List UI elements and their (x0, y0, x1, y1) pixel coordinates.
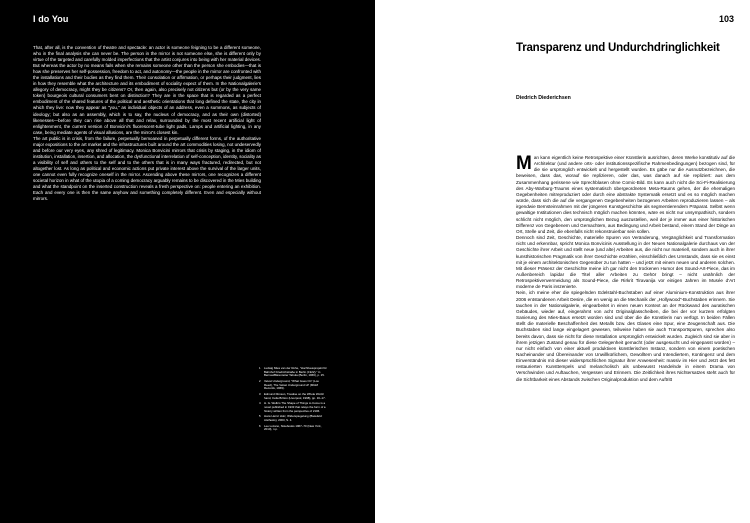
footnote-number: 2 (259, 378, 261, 383)
footnote-text: Velvet Underground, "What Goes On" (Lou Reed), The Velvet Underground LP (MGM Records, 1969). (264, 378, 319, 391)
footnote-text: Hans Heinz Holz, Widerspiegelung (Bielefeld: Aisthesis), 2003, S. 4. (264, 414, 323, 422)
footnote-text: Edmund Dimson, Treatise on the Whole World: hand, Celia Britton (Liverpool, 1998), pp. 16–17. (264, 391, 326, 400)
article-title: Transparenz und Undurchdringlichkeit (516, 42, 720, 54)
footnotes (259, 367, 327, 434)
german-body-text (516, 155, 735, 383)
footnote-text: Lee Lozano, Notebooks 1967–70 (New York, 2010), n.p. (264, 423, 322, 432)
body-paragraph: Nein, ich meine eher die spiegelnden Edelstahl-Buchstaben auf einer Aluminium-Konstruktion aus ihrer 2006 entstandenen Arbeit Desire, die en wenig an die Mechanik der „Hollywood“-Buchstaben erinnern. Sie tauchen in der Nationalgalerie, eingearbeitet in einen neuen Kontext an der Rückwand des auratischen Gebäudes, wieder auf, eingerahmt von acht Originalglasscheiben, die bei der vor kurzem erfolgten Sanierung des Mies-Baus ersetzt worden sind und über die die Künstlerin nun verfügt. In beiden Fällen stellt die materielle Beschaffenheit des Metalls bzw. des Glases eine Spur, eine Zeugenschaft aus. Die Buchstaben sind lange eingelagert gewesen, teilweise haben sie auch Transportspuren, sprechen also bereits davon, dass sie nicht für diese Installation ursprünglich entwickelt wurden. Zugleich sind sie aber in ihrem jetzigen Zustand genau für diese Gelegenheit gemacht (oder ausgesucht und eingepasst worden) – nur nicht einfach von einer aktuell produktiven künstlerischen Instanz, sondern von einem poetischen Nacheinander und Übereinander von Unwillkürlichem, Gewolltem und Intendiertem, Kontingenz und dem Einverständnis mit dieser widersprüchlichen Signatur ihrer Anwesenheit: massiv im Hier und Jetzt des fett restaurierten Kunsttempels und melancholisch als unbewusst Handelnde in einem Drama von Verschwinden und Auftauchen, Vergessen und Erinnern. Die Zeitlichkeit ihres Nichtersatzes steht auch für die Sichtbarkeit eines Abstands zwischen Originalproduktion und dem Auftritt (516, 290, 735, 382)
body-paragraph (516, 155, 735, 235)
first-paragraph-text: an kann eigentlich keine Retrospektive einer Künstlerin ausrichten, deren Werke konstitutiv auf die Architektur (und andere orts- oder institutionsspezifische Rahmenbedingungen) bezogen sind, für die sie ursprünglich entwickelt und hergestellt wurden. Es gäbe nur die Ausnutzbezeichnen, die beweisen, dass das, worauf sie replizieren, oder das, was danach auf sie repliziert: aus dem Zusammenhang gerissene wie Sprechblasen ohne Comic-Bild. Es kann auch nicht die Sci-Fi-Realisierung des Aby-Warburg-Traums eines systematisch übergeordneten Meta-Raums gehen, der die ehemaligen Gegebenheiten mitreproduziert oder durch eine abstrakte Systematik ersetzt und es so möglich machen würde, dass sich die auf die vergangenen Gegebenheiten bezogenen Arbeiten reproduzieren lassen – als irgendwie Bernsteinrahmen mit der jüngeren Kunstgeschichte als segmentierendem Präparat. Selbst wenn gewaltige Institutionen dies technisch möglich machen könnten, wäre es nicht nur unsympathisch, sondern schlicht nicht möglich, den ursprünglichen Bezug auszustellen, weil der je immer aus einer historischen Differenz von Gegebenem und Gemachtem, aus Bedingung und Arbeit bestand, einem Stand der Dinge an Ort, Stelle und Zeit, die ebenfalls nicht rekonstruierbar sein sollen. (516, 155, 735, 234)
footnote-number: 1 (259, 366, 261, 370)
footnote (259, 402, 327, 413)
footnote-number: 4 (259, 401, 261, 406)
running-title: I do You (33, 14, 69, 24)
footnote-number: 6 (259, 423, 261, 428)
right-page (375, 0, 750, 523)
body-paragraph: That, after all, is the convention of theatre and spectacle: an actor is someone feigning to be a different someone, who in the final analysis she can never be. The person in the mirror is not someone else, she is different only by virtue of the targeted and carefully molded imperfections that the artist conjures into being with her material devices. But whereas the actor by no means fails when she remains someone other than the person she embodies—that is how she preserves her self-possession, freedom to act, and autonomy—the people in the mirror are confronted with the installations and their bodies as they find them. Their consolation or affirmation, or perhaps their judgment, lies in how they resemble what the architecture and its embodiment of sociality expect of them. In the Nationalgalerie's allegory of democracy, might they be citizens? Or, then again, also precisely not citizens but (or by the very same token) bourgeois cultural consumers bent on distinction? They are in the space that is regarded as a perfect embodiment of the shared features of the political and aesthetic orientations that long defined the state, the city in which they live: now they appear as "you," as individual objects of an address, even a summons, as subjects of ideology; but also as an assembly, which is to say, the nucleus of democracy, and as their own (distorted) likenesses—before they can rise above all that and relax, surrounded by the most recent artificial light of enlightenment, the current version of Bonvicini's fluorescent-tube light pads. Lamps and artificial lighting, in any case, being mediate agents of visual allusions, are the mirror's closest kin. (33, 45, 261, 135)
body-paragraph: The art public is in crisis, from the failure, perpetually bemoaned in perpetually different forms, of the authoritative major expositions to the art market and the infrastructures built around the art commodities losing, not undeservedly and before our very eyes, any shred of legitimacy. Monica Bonvicini mirrors that crisis by staging, in the idiom of institution, installation, insertion, and allocation, the dysfunctional interrelation of self-conception, identity, sociality as a visibility of self and others to the self and to the others that is in many ways fractured, redirected, but not altogether lost. As long as political and economic actions put private interest above the survival of the larger units, one cannot even fully recognize oneself in the mirror. Ascending above these mirrors, one recognizes a different societal horizon in what of the utopia of a coming democracy arguably remains to be discovered in the Mies building and what the standpoint on the inserted construction reveals a fresh perspective on: people entering an exhibition. Each and every one is then the same anyhow and something completely different. Even and especially without mirrors. (33, 135, 261, 202)
body-paragraph: Dennoch sind Zeit, Geschichte, materielle Spuren von Veränderung, Vergänglichkeit und Transformation nicht und erkennbar, spricht Monica Bonvicinis Ausstellung in der Neuen Nationalgalerie durchaus von der Geschichte ihrer Arbeit und stellt neue (und alte) Arbeiten aus, die nicht nur materiell, sondern auch in ihrer kunsthistorischen Pragmatik von ihrer Geschichte erzählen, einschließlich des Umstands, dass sie es einst mit je einem architektonischen Gegenüber zu tun hatten – und jetzt mit einem neuen und anderen solchen. Mit dieser Präsenz der Geschichte meine ich gar nicht den trockenen Humor des Sound-Art-Piece, das im Außenbereich lapidar die Titel aller Arbeiten zu Gehör bringt – nicht unähnlich der Retrospektivenvermeidung als Sound-Piece, die Rirkrit Tiravanija vor einigen Jahren im Musée d'Art moderne de Paris inszenierte. (516, 235, 735, 290)
footnote-number: 5 (259, 414, 261, 419)
english-body-text (33, 45, 261, 202)
page-number: 103 (718, 14, 734, 24)
article-author: Diedrich Diederichsen (516, 95, 571, 101)
footnote (259, 425, 327, 432)
footnote (259, 380, 327, 391)
drop-cap: M (516, 153, 532, 174)
footnote-number: 3 (259, 391, 261, 396)
footnote-text: Ludwig Mies van der Rohe, "Hochhausprojekt für Bahnhof Friedrichstraße in Berlin (1922)," in Bernau/Bärenreiter Tabula (Berlin, 1966), p. 15. (264, 366, 327, 378)
footnote (259, 415, 327, 422)
footnote (259, 367, 327, 378)
footnote-text: H. G. Wells's The Shape of Things to Come is a novel published in 1933 that relays the form of a history written from the perspective of 2106. (264, 401, 326, 413)
footnote (259, 393, 327, 400)
